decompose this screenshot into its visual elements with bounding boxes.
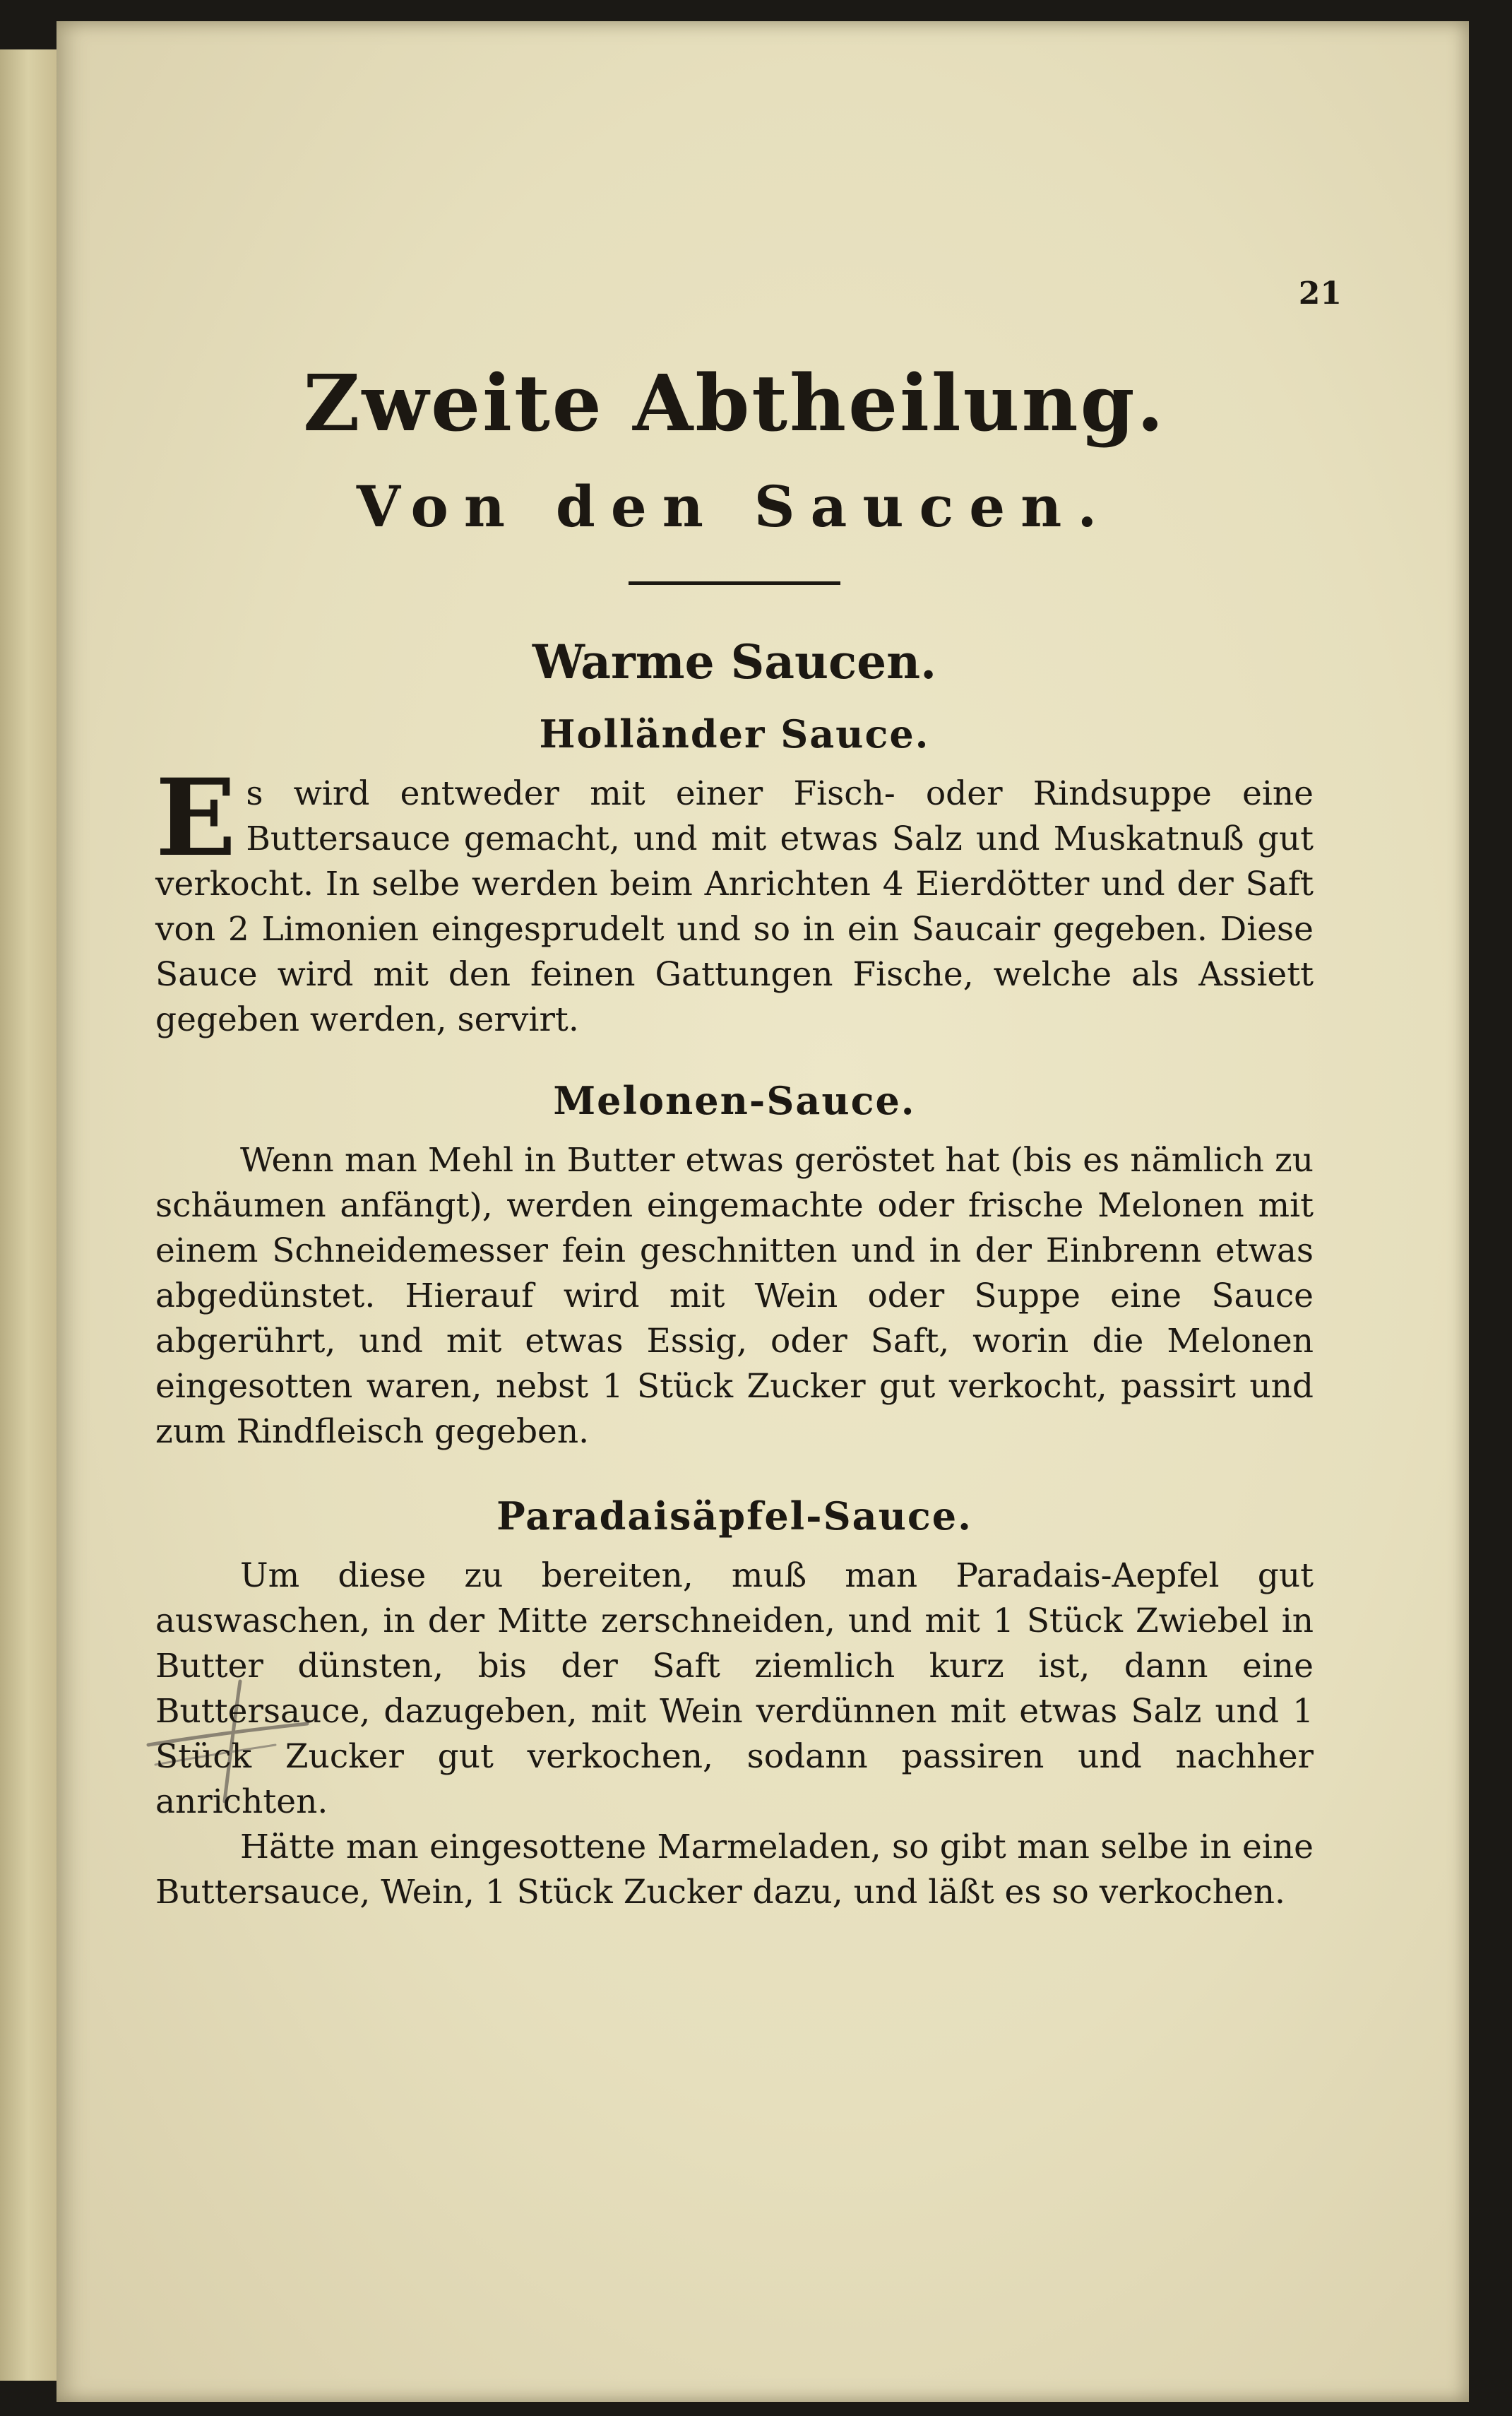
- recipe-text-paradais-note: Hätte man eingesottene Marmeladen, so gibt man selbe in eine Buttersauce, Wein, 1 Stück Zucker dazu, und läßt es so verkochen.: [155, 1827, 1314, 1912]
- recipe-title-melonen: Melonen-Sauce.: [553, 1077, 916, 1123]
- recipe-title-hollaender: Holländer Sauce.: [539, 711, 930, 757]
- recipe-text-melonen: Wenn man Mehl in Butter etwas geröstet hat (bis es nämlich zu schäumen anfängt), werden eingemachte oder frische Melonen mit einem Schneidemesser fein geschnitten und in der Einbrenn etwas abgedünstet. Hierauf wird mit Wein oder Suppe eine Sauce abgerührt, und mit etwas Essig, oder Saft, worin die Melonen eingesotten waren, nebst 1 Stück Zucker gut verkocht, passirt und zum Rindfleisch gegeben.: [155, 1140, 1314, 1451]
- recipe-text-paradais: Um diese zu bereiten, muß man Paradais-Aepfel gut auswaschen, in der Mitte zerschneiden, und mit 1 Stück Zwiebel in Butter dünsten, bis der Saft ziemlich kurz ist, dann eine Buttersauce, dazugeben, mit Wein verdünnen mit etwas Salz und 1 Stück Zucker gut verkochen, sodann passiren und nachher anrichten.: [155, 1556, 1314, 1821]
- section-title: Warme Saucen.: [532, 634, 937, 689]
- recipe-title-paradais: Paradaisäpfel-Sauce.: [496, 1493, 972, 1539]
- page-content: [155, 357, 1314, 1915]
- recipe-body: s wird entweder mit einer Fisch- oder Rindsuppe eine Buttersauce gemacht, und mit etwas Salz und Muskatnuß gut verkocht. In selbe werden beim Anrichten 4 Eierdötter und der Saft von 2 Limonien eingesprudelt und so in ein Saucair gegeben. Diese Sauce wird mit den feinen Gattungen Fische, welche als Assiett gegeben werden, servirt.: [155, 774, 1314, 1039]
- recipe-text-hollaender: [155, 755, 1314, 1043]
- drop-capital: E: [155, 755, 237, 880]
- previous-page-edge: [0, 49, 59, 2381]
- chapter-subtitle: Von den Saucen.: [356, 473, 1113, 540]
- title-divider: [629, 581, 840, 585]
- book-page: [56, 21, 1469, 2402]
- chapter-title: Zweite Abtheilung.: [303, 357, 1166, 449]
- page-number: 21: [1298, 276, 1342, 312]
